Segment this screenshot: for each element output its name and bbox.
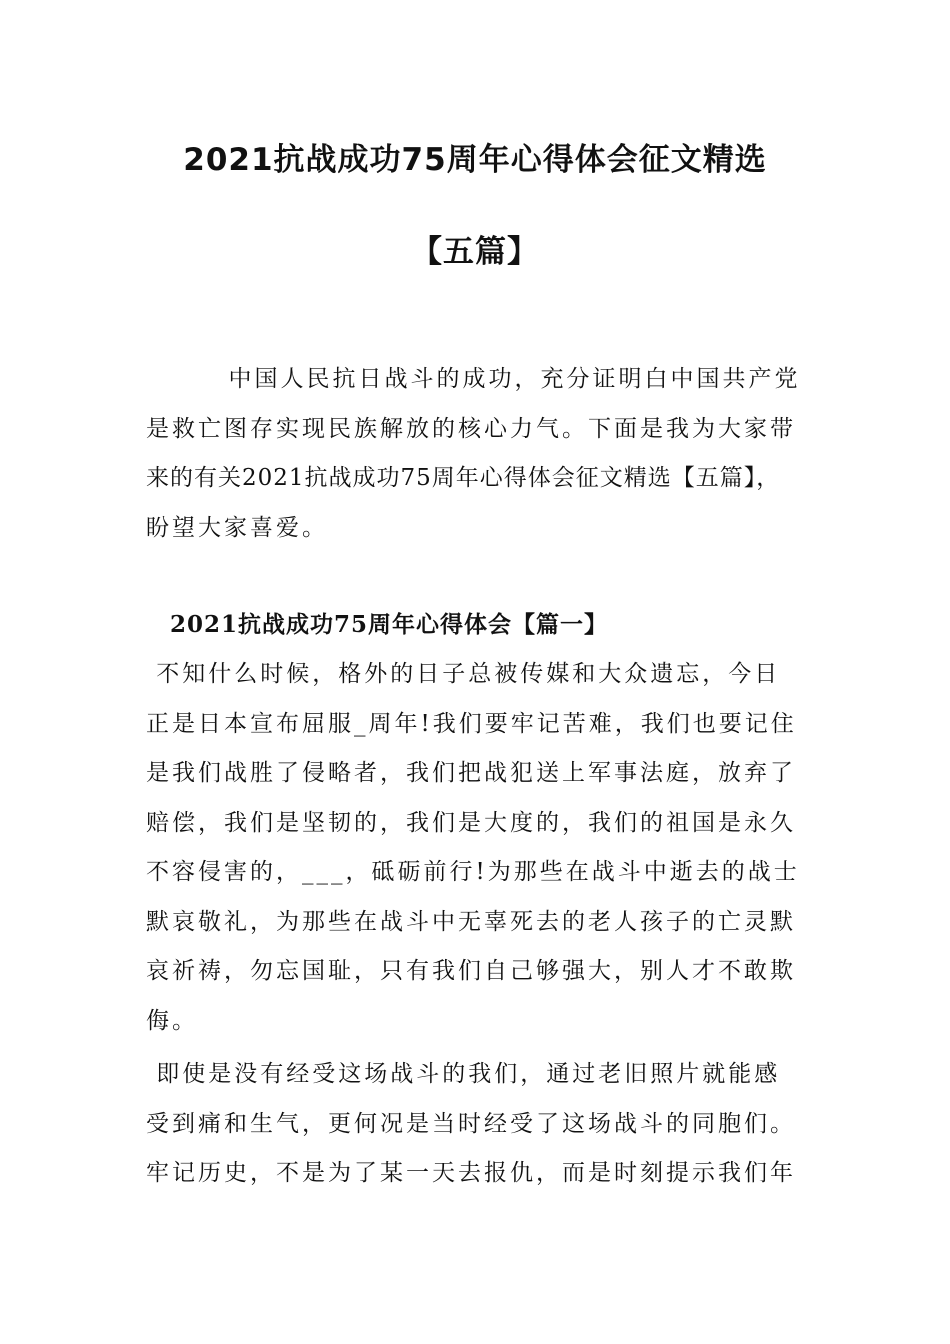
paragraph-line: 受到痛和生气，更何况是当时经受了这场战斗的同胞们。 xyxy=(146,1110,796,1137)
paragraph-line: 默哀敬礼，为那些在战斗中无辜死去的老人孩子的亡灵默 xyxy=(146,908,796,935)
paragraph-line: 赔偿，我们是坚韧的，我们是大度的，我们的祖国是永久 xyxy=(146,809,796,836)
intro-line: 中国人民抗日战斗的成功，充分证明白中国共产党 xyxy=(146,366,801,392)
body-paragraph-1 xyxy=(146,650,826,1046)
intro-paragraph xyxy=(146,355,826,553)
paragraph-line: 牢记历史，不是为了某一天去报仇，而是时刻提示我们年 xyxy=(146,1160,796,1186)
intro-line: 是救亡图存实现民族解放的核心力气。下面是我为大家带 xyxy=(146,415,796,442)
paragraph-line: 是我们战胜了侵略者，我们把战犯送上军事法庭，放弃了 xyxy=(146,760,796,786)
paragraph-line: 哀祈祷，勿忘国耻，只有我们自己够强大，别人才不敢欺 xyxy=(146,958,796,984)
paragraph-line: 不容侵害的，___，砥砺前行!为那些在战斗中逝去的战士 xyxy=(146,859,800,885)
paragraph-line: 即使是没有经受这场战斗的我们，通过老旧照片就能感 xyxy=(146,1061,781,1087)
document-title-line-2: 【五篇】 xyxy=(411,234,539,270)
intro-line: 来的有关2021抗战成功75周年心得体会征文精选【五篇】， xyxy=(146,465,781,491)
paragraph-line: 侮。 xyxy=(146,1007,198,1034)
body-paragraph-2 xyxy=(146,1050,826,1199)
paragraph-line: 不知什么时候，格外的日子总被传媒和大众遗忘，今日 xyxy=(146,661,781,687)
section-heading: 2021抗战成功75周年心得体会【篇一】 xyxy=(170,611,609,638)
intro-line: 盼望大家喜爱。 xyxy=(146,514,328,541)
document-title-line-1: 2021抗战成功75周年心得体会征文精选 xyxy=(183,142,767,178)
paragraph-line: 正是日本宣布屈服_周年!我们要牢记苦难，我们也要记住 xyxy=(146,710,797,737)
